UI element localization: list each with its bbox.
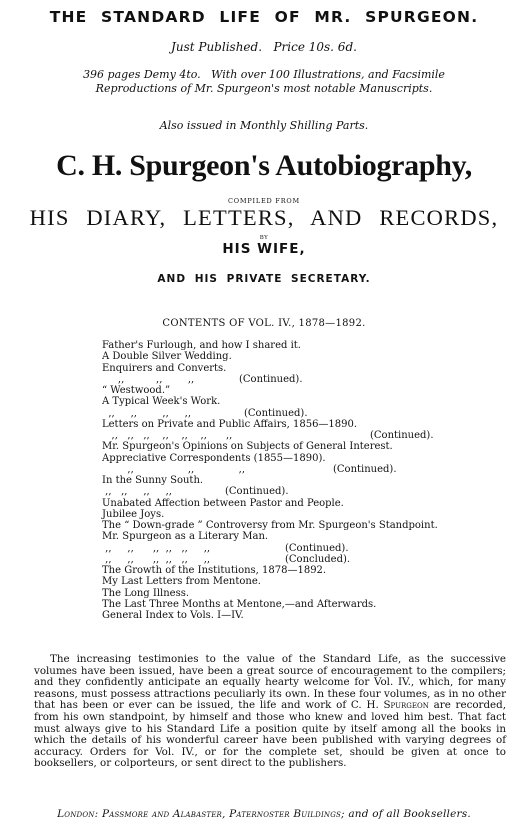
footer-publisher: Passmore and Alabaster, Paternoster Buildings; <box>101 808 345 820</box>
paragraph-text-start: The increasing testimonies to the value of the Standard Life, as the successive volumes have been issued, have been a great source of encouragement to the compilers; and they confidently anticipate an equally hearty welcome for Vol. IV., which, for many reasons, must possess attractions peculiarly its own. In these four volumes, as in no other that has been or ever can be issued, the life and work of C. H. <box>34 653 506 712</box>
contents-item-text: “ Westwood.” <box>102 385 171 396</box>
contents-item-continuation: (Continued). <box>225 486 289 498</box>
footer-london: London: <box>57 808 99 820</box>
contents-item-text: ,, ,, ,, ,, <box>102 486 172 498</box>
description-line-1: 396 pages Demy 4to. With over 100 Illustrations, and Facsimile <box>83 68 445 81</box>
contents-item-continuation: (Continued). <box>244 407 308 419</box>
contents-item-continuation: (Continued). <box>285 542 349 554</box>
book-co-author: AND HIS PRIVATE SECRETARY. <box>157 273 371 285</box>
contents-item-text: Enquirers and Converts. <box>102 362 227 374</box>
contents-item-text: The Last Three Months at Mentone,—and Afterwards. <box>102 598 377 610</box>
advert-title: THE STANDARD LIFE OF MR. SPURGEON. <box>49 8 479 26</box>
paragraph-name: Spurgeon <box>383 699 429 712</box>
contents-item-text: The Long Illness. <box>102 587 190 599</box>
contents-item-text: The “ Down-grade ” Controversy from Mr. Spurgeon's Standpoint. <box>102 520 438 531</box>
contents-item-continuation: (Continued). <box>239 373 303 385</box>
contents-item-text: Jubilee Joys. <box>102 508 165 520</box>
contents-item-text: Mr. Spurgeon's Opinions on Subjects of General Interest. <box>102 441 393 453</box>
contents-item-text: Mr. Spurgeon as a Literary Man. <box>102 531 269 543</box>
contents-item-text: General Index to Vols. I—IV. <box>102 610 244 621</box>
description-line-2: Reproductions of Mr. Spurgeon's most notable Manuscripts. <box>95 82 433 95</box>
publisher-footer <box>0 808 528 820</box>
contents-item-text: A Typical Week's Work. <box>102 396 221 408</box>
description-paragraph <box>34 654 506 770</box>
contents-item-text: Unabated Affection between Pastor and People. <box>102 497 344 509</box>
contents-item-continuation: (Concluded). <box>285 553 351 565</box>
contents-item-text: ,, ,, ,, ,, ,, ,, <box>102 542 211 554</box>
compiled-from-label: COMPILED FROM <box>227 197 301 205</box>
contents-item-continuation: (Continued). <box>370 430 434 441</box>
contents-item-text: ,, ,, ,, ,, <box>102 407 192 419</box>
contents-item-text: Father's Furlough, and how I shared it. <box>102 340 301 351</box>
contents-item-text: In the Sunny South. <box>102 475 204 486</box>
book-sources: HIS DIARY, LETTERS, AND RECORDS, <box>29 205 499 230</box>
footer-rest: and of all Booksellers. <box>348 808 471 820</box>
contents-item-text: A Double Silver Wedding. <box>102 351 232 363</box>
contents-item-text: ,, ,, ,, <box>102 463 246 475</box>
contents-item-text: ,, ,, ,, <box>102 373 195 385</box>
contents-item-text: ,, ,, ,, ,, ,, ,, ,, <box>102 430 233 441</box>
monthly-parts-note: Also issued in Monthly Shilling Parts. <box>159 119 369 132</box>
contents-item-text: Letters on Private and Public Affairs, 1856—1890. <box>102 418 358 430</box>
contents-item-text: ,, ,, ,, ,, ,, ,, <box>102 553 211 565</box>
contents-item-text: Appreciative Correspondents (1855—1890). <box>102 452 326 464</box>
book-title: C. H. Spurgeon's Autobiography, <box>56 149 472 182</box>
contents-item-text: My Last Letters from Mentone. <box>102 576 261 588</box>
publication-price: Just Published. Price 10s. 6d. <box>171 40 357 54</box>
paragraph-text-end: are recorded, from his own standpoint, by himself and those who knew and loved him best. That fact must always give to his Standard Life a position quite by itself among all the books in which the details of his wonderful career have been published with varying degrees of accuracy. Orders for Vol. IV., or for the complete set, should be given at once to booksellers, or colporteurs, or sent direct to the publishers. <box>34 699 507 770</box>
contents-heading: CONTENTS OF VOL. IV., 1878—1892. <box>162 318 366 329</box>
contents-item-continuation: (Continued). <box>333 463 397 475</box>
by-label: BY <box>259 235 269 241</box>
contents-item-text: The Growth of the Institutions, 1878—1892. <box>102 565 327 576</box>
book-author: HIS WIFE, <box>222 241 306 257</box>
